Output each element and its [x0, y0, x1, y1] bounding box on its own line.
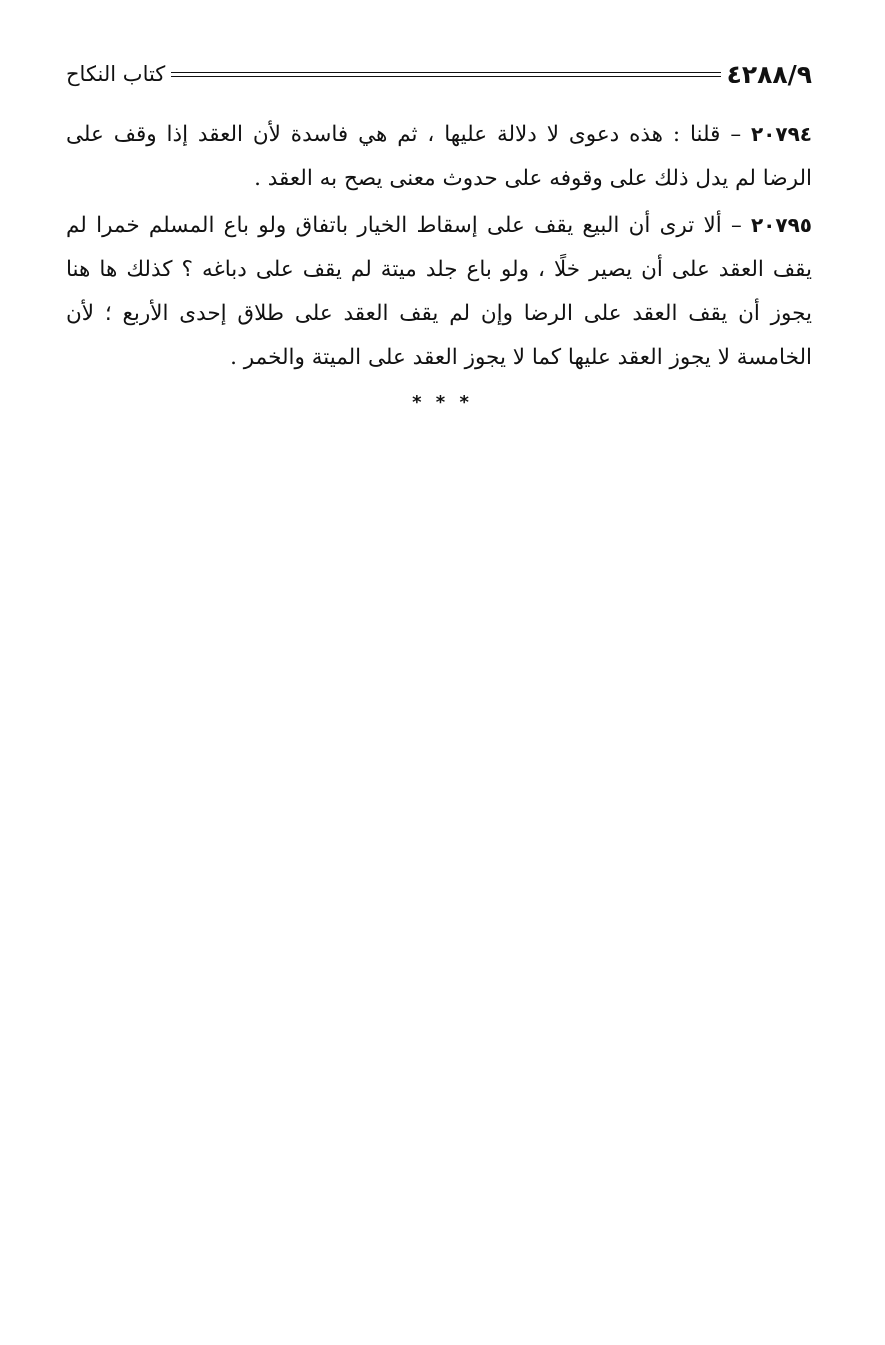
paragraph-text: قلنا : هذه دعوى لا دلالة عليها ، ثم هي فاسدة لأن العقد إذا وقف على الرضا لم يدل ذلك على وقوفه على حدوث معنى يصح به العقد . [66, 122, 812, 191]
page-header [66, 54, 812, 94]
page-body [66, 112, 812, 382]
paragraph-dash: – [720, 122, 751, 147]
header-rule [171, 72, 720, 77]
paragraph-text: ألا ترى أن البيع يقف على إسقاط الخيار باتفاق ولو باع المسلم خمرا لم يقف العقد على أن يصير خلًا ، ولو باع جلد ميتة لم يقف على دباغه ؟ كذلك ها هنا يجوز أن يقف العقد على الرضا وإن لم يقف العقد على طلاق إحدى الأربع ؛ لأن الخامسة لا يجوز العقد عليها كما لا يجوز العقد على الميتة والخمر . [66, 213, 812, 370]
section-separator: * * * [412, 392, 473, 413]
paragraph-dash: – [721, 213, 751, 238]
paragraph-20795 [66, 203, 812, 380]
paragraph-20794 [66, 112, 812, 201]
page-number: ٤٢٨٨/٩ [726, 59, 812, 89]
book-title: كتاب النكاح [66, 62, 166, 86]
paragraph-number: ٢٠٧٩٥ [750, 213, 812, 237]
paragraph-number: ٢٠٧٩٤ [750, 122, 812, 146]
